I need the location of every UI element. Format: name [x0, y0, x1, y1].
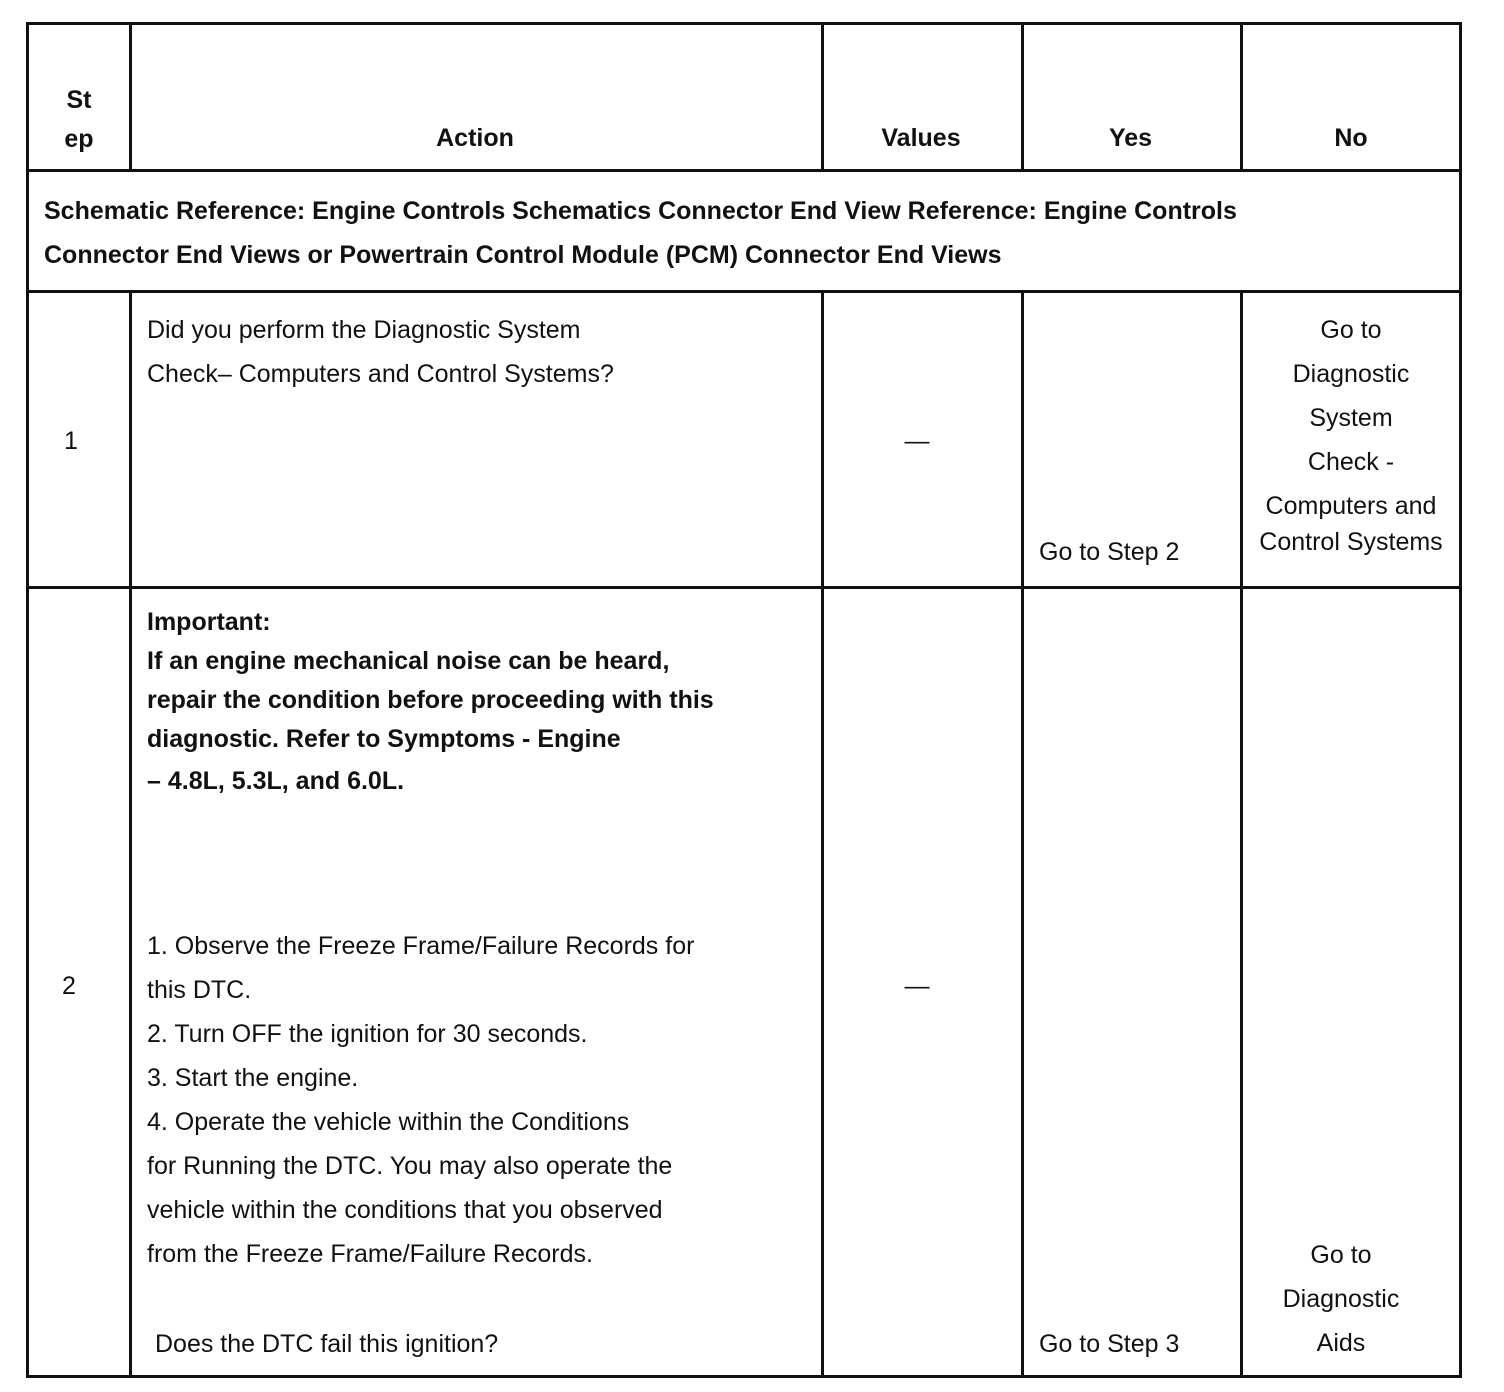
row2-action-steps: 1. Observe the Freeze Frame/Failure Records for this DTC. 2. Turn OFF the ignition for 30 seconds. 3. Start the engine. 4. Operate the vehicle within the Conditions for Running the DTC. You may also operate the vehicle within the conditions that you observed from the Freeze Frame/Failure Records.: [147, 932, 695, 1268]
schematic-reference: Schematic Reference: Engine Controls Schematics Connector End View Reference: Engine Controls Connector End Views or Powertrain Control Module (PCM) Connector End Views: [44, 197, 1237, 269]
row1-values: —: [904, 427, 930, 455]
row-divider: [29, 586, 1459, 589]
row1-action: Did you perform the Diagnostic System Check– Computers and Control Systems?: [147, 316, 614, 388]
row2-question: Does the DTC fail this ignition?: [155, 1330, 499, 1358]
row2-important-note: Important: If an engine mechanical noise can be heard, repair the condition before proceeding with this diagnostic. Refer to Symptoms - Engine – 4.8L, 5.3L, and 6.0L.: [147, 608, 714, 795]
header-no: No: [1334, 124, 1368, 152]
row1-step: 1: [64, 427, 78, 455]
row2-yes: Go to Step 3: [1039, 1330, 1180, 1358]
header-values: Values: [881, 124, 961, 152]
row1-yes: Go to Step 2: [1039, 538, 1180, 566]
header-yes: Yes: [1108, 124, 1153, 152]
reference-divider: [29, 290, 1459, 293]
header-divider: [29, 169, 1459, 172]
row2-no: Go to Diagnostic Aids: [1282, 1241, 1400, 1357]
row1-no: Go to Diagnostic System Check - Computers and Control Systems: [1259, 316, 1443, 556]
diagnostic-table: [26, 22, 1462, 1378]
row2-step: 2: [62, 972, 76, 1000]
header-action: Action: [436, 124, 514, 152]
header-step: St ep: [64, 86, 94, 153]
column-divider: [129, 290, 132, 1375]
column-divider: [1021, 290, 1024, 1375]
row2-values: —: [904, 972, 930, 1000]
